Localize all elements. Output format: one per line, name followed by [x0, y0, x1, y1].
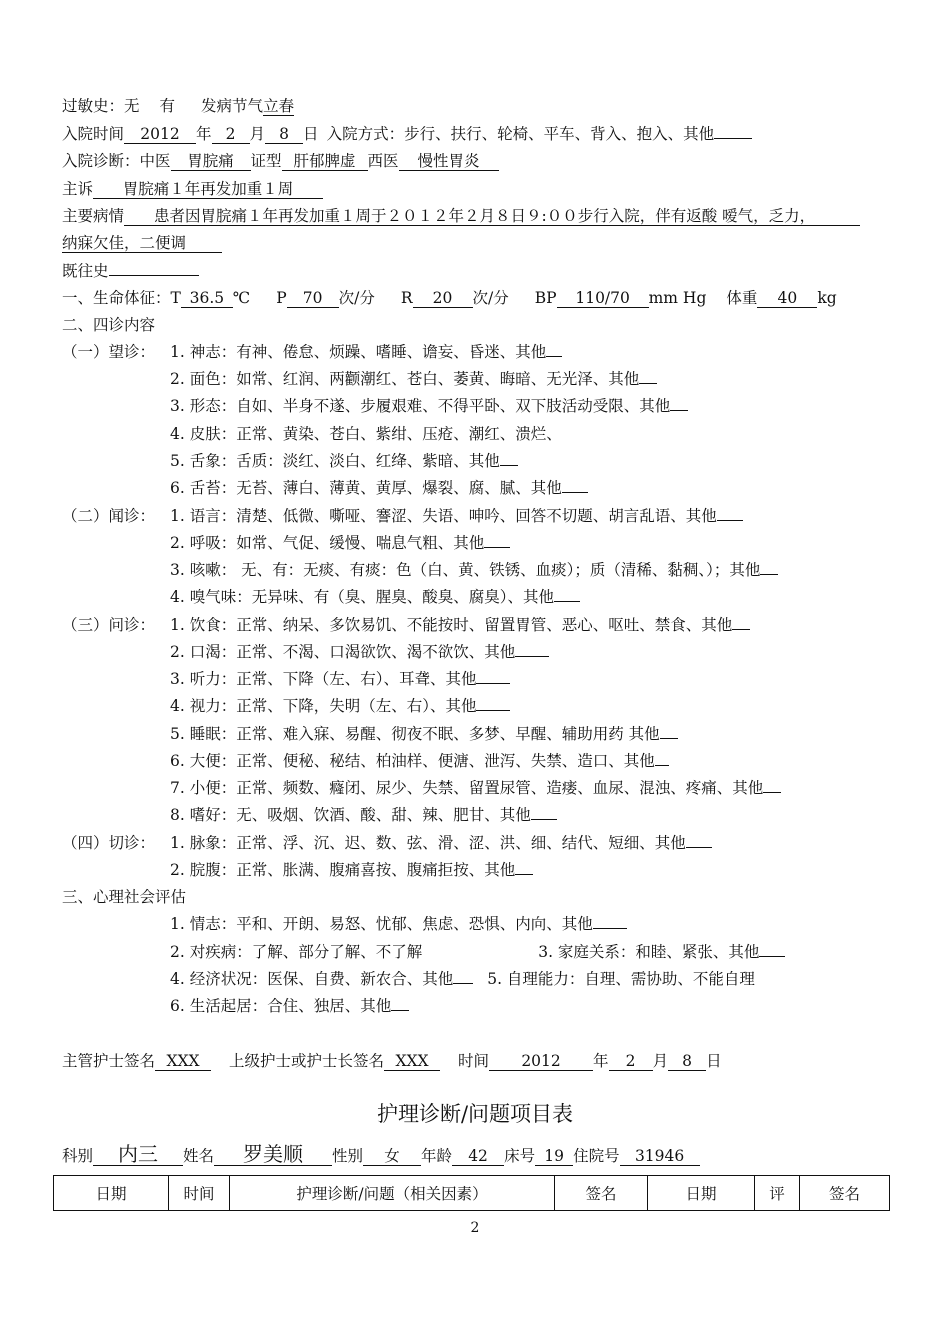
complaint-row: 主诉 胃脘痛１年再发加重１周 [62, 179, 323, 199]
allergy-has[interactable]: 有 [159, 97, 176, 115]
diagnosis-row: 入院诊断：中医 胃脘痛 证型 肝郁脾虚 西医 慢性胃炎 [62, 151, 499, 171]
listening-item[interactable]: 4. 嗅气味：无异味、有（臭、腥臭、酸臭、腐臭）、其他 [170, 587, 580, 607]
page-number: 2 [470, 1220, 480, 1236]
inquiry-item[interactable]: 2. 口渴：正常、不渴、口渴欲饮、渴不欲饮、其他 [170, 642, 549, 662]
column-header: 时间 [169, 1176, 230, 1211]
listening-label: （二）闻诊： [62, 507, 156, 525]
column-header: 日期 [54, 1176, 169, 1211]
admission-row: 入院时间 2012 年 2 月 8 日 入院方式：步行、扶行、轮椅、平车、背入、抱入、其他 [62, 124, 752, 144]
history-line-2[interactable]: 纳寐欠佳，二便调 [62, 234, 222, 253]
inspection-item[interactable]: 3. 形态：自如、半身不遂、步履艰难、不得平卧、双下肢活动受限、其他 [170, 396, 688, 416]
inquiry-item[interactable]: 4. 视力：正常、下降，失明（左、右）、其他 [170, 696, 510, 716]
history-line-1[interactable]: 患者因胃脘痛１年再发加重１周于２０１２年２月８日９:００步行入院，伴有返酸 嗳气，乏力， [124, 207, 860, 226]
sex-field[interactable]: 女 [363, 1147, 421, 1166]
four-diagnostics-heading: 二、四诊内容 [62, 316, 156, 334]
blood-pressure-field[interactable]: 110/70 [557, 289, 649, 308]
column-header: 护理诊断/问题（相关因素） [230, 1176, 555, 1211]
inquiry-item[interactable]: 7. 小便：正常、频数、癃闭、尿少、失禁、留置尿管、造瘘、血尿、混浊、疼痛、其他 [170, 778, 781, 798]
admission-other-blank[interactable] [714, 124, 752, 139]
signature-month[interactable]: 2 [609, 1052, 653, 1071]
psych-item[interactable]: 2. 对疾病：了解、部分了解、不了解 [170, 943, 423, 961]
inquiry-item[interactable]: 3. 听力：正常、下降（左、右）、耳聋、其他 [170, 669, 510, 689]
psych-item-row [170, 969, 755, 989]
inquiry-item[interactable]: 1. 饮食：正常、纳呆、多饮易饥、不能按时、留置胃管、恶心、呕吐、禁食、其他 [170, 615, 750, 635]
nursing-diagnosis-table [53, 1175, 890, 1211]
signature-day[interactable]: 8 [668, 1052, 706, 1071]
inquiry-item[interactable]: 8. 嗜好：无、吸烟、饮酒、酸、甜、辣、肥甘、其他 [170, 805, 557, 825]
palpation-label: （四）切诊： [62, 834, 156, 852]
form-title: 护理诊断/问题项目表 [376, 1102, 574, 1126]
senior-nurse-signature[interactable]: XXX [384, 1052, 440, 1071]
inquiry-item[interactable]: 6. 大便：正常、便秘、秘结、柏油样、便溏、泄泻、失禁、造口、其他 [170, 751, 669, 771]
listening-item[interactable]: 1. 语言：清楚、低微、嘶哑、謇涩、失语、呻吟、回答不切题、胡言乱语、其他 [170, 506, 743, 526]
inpatient-number-field[interactable]: 31946 [620, 1147, 700, 1166]
bed-field[interactable]: 19 [535, 1147, 573, 1166]
tcm-diagnosis[interactable]: 胃脘痛 [171, 152, 251, 171]
past-history-row: 既往史 [62, 261, 199, 281]
signature-year[interactable]: 2012 [489, 1052, 593, 1071]
inspection-item[interactable]: 1. 神志：有神、倦怠、烦躁、嗜睡、谵妄、昏迷、其他 [170, 342, 562, 362]
history-row-2 [62, 233, 222, 253]
table-header-row [54, 1176, 890, 1211]
syndrome-type[interactable]: 肝郁脾虚 [282, 152, 368, 171]
allergy-row: 过敏史：无 有 发病节气立春 [62, 97, 295, 115]
psych-item[interactable]: 1. 情志：平和、开朗、易怒、忧郁、焦虑、恐惧、内向、其他 [170, 914, 627, 934]
vitals-row: 一、生命体征：T 36.5 ℃ P 70 次/分 R 20 次/分 BP 110/70 mm Hg 体重 40 kg [62, 289, 837, 307]
admission-month[interactable]: 2 [212, 125, 250, 144]
history-row: 主要病情 患者因胃脘痛１年再发加重１周于２０１２年２月８日９:００步行入院，伴有返酸 嗳气，乏力， [62, 206, 860, 226]
inspection-item[interactable]: 5. 舌象：舌质：淡红、淡白、红绛、紫暗、其他 [170, 451, 518, 471]
column-header: 签名 [800, 1176, 890, 1211]
inquiry-item[interactable]: 5. 睡眠：正常、难入寐、易醒、彻夜不眠、多梦、早醒、辅助用药 其他 [170, 724, 678, 744]
admission-modes[interactable]: 步行、扶行、轮椅、平车、背入、抱入、其他 [404, 125, 715, 143]
psych-item[interactable]: 6. 生活起居：合住、独居、其他 [170, 996, 409, 1016]
chief-complaint[interactable]: 胃脘痛１年再发加重１周 [93, 180, 323, 199]
psych-item-row [170, 942, 785, 962]
palpation-item[interactable]: 2. 脘腹：正常、胀满、腹痛喜按、腹痛拒按、其他 [170, 860, 533, 880]
admission-day[interactable]: 8 [265, 125, 303, 144]
inspection-item[interactable]: 2. 面色：如常、红润、两颧潮红、苍白、萎黄、晦暗、无光泽、其他 [170, 369, 657, 389]
palpation-item[interactable]: 1. 脉象：正常、浮、沉、迟、数、弦、滑、涩、洪、细、结代、短细、其他 [170, 833, 712, 853]
inquiry-label: （三）问诊： [62, 616, 156, 634]
pulse-field[interactable]: 70 [287, 289, 339, 308]
patient-name-field[interactable]: 罗美顺 [214, 1143, 332, 1166]
column-header: 评 [755, 1176, 800, 1211]
allergy-none[interactable]: 无 [124, 97, 140, 115]
psych-item[interactable]: 4. 经济状况：医保、自费、新农合、其他 [170, 970, 454, 988]
column-header: 签名 [555, 1176, 648, 1211]
psych-item[interactable]: 3. 家庭关系：和睦、紧张、其他 [538, 943, 760, 961]
weight-field[interactable]: 40 [757, 289, 817, 308]
column-header: 日期 [648, 1176, 755, 1211]
past-history-field[interactable] [109, 261, 199, 276]
inspection-label: （一）望诊： [62, 343, 156, 361]
age-field[interactable]: 42 [452, 1147, 504, 1166]
department-field[interactable]: 内三 [93, 1143, 183, 1166]
psychosocial-heading: 三、心理社会评估 [62, 888, 187, 906]
patient-info-row: 科别 内三 姓名 罗美顺 性别 女 年龄 42 床号 19 住院号 31946 [62, 1143, 700, 1166]
nurse-signature[interactable]: XXX [155, 1052, 211, 1071]
listening-item[interactable]: 3. 咳嗽： 无、有：无痰、有痰：色（白、黄、铁锈、血痰）；质（清稀、黏稠、）；其他 [170, 560, 778, 580]
admission-year[interactable]: 2012 [124, 125, 196, 144]
signature-row: 主管护士签名 XXX 上级护士或护士长签名 XXX 时间 2012 年 2 月 8 日 [62, 1052, 722, 1070]
temperature-field[interactable]: 36.5 [181, 289, 233, 308]
respiration-field[interactable]: 20 [413, 289, 473, 308]
listening-item[interactable]: 2. 呼吸：如常、气促、缓慢、喘息气粗、其他 [170, 533, 510, 553]
inspection-item[interactable]: 4. 皮肤：正常、黄染、苍白、紫绀、压疮、潮红、溃烂、 [170, 425, 562, 443]
psych-item[interactable]: 5. 自理能力：自理、需协助、不能自理 [487, 970, 755, 988]
western-diagnosis[interactable]: 慢性胃炎 [399, 152, 499, 171]
inspection-item[interactable]: 6. 舌苔：无苔、薄白、薄黄、黄厚、爆裂、腐、腻、其他 [170, 478, 588, 498]
solar-term-field[interactable]: 立春 [263, 97, 295, 115]
